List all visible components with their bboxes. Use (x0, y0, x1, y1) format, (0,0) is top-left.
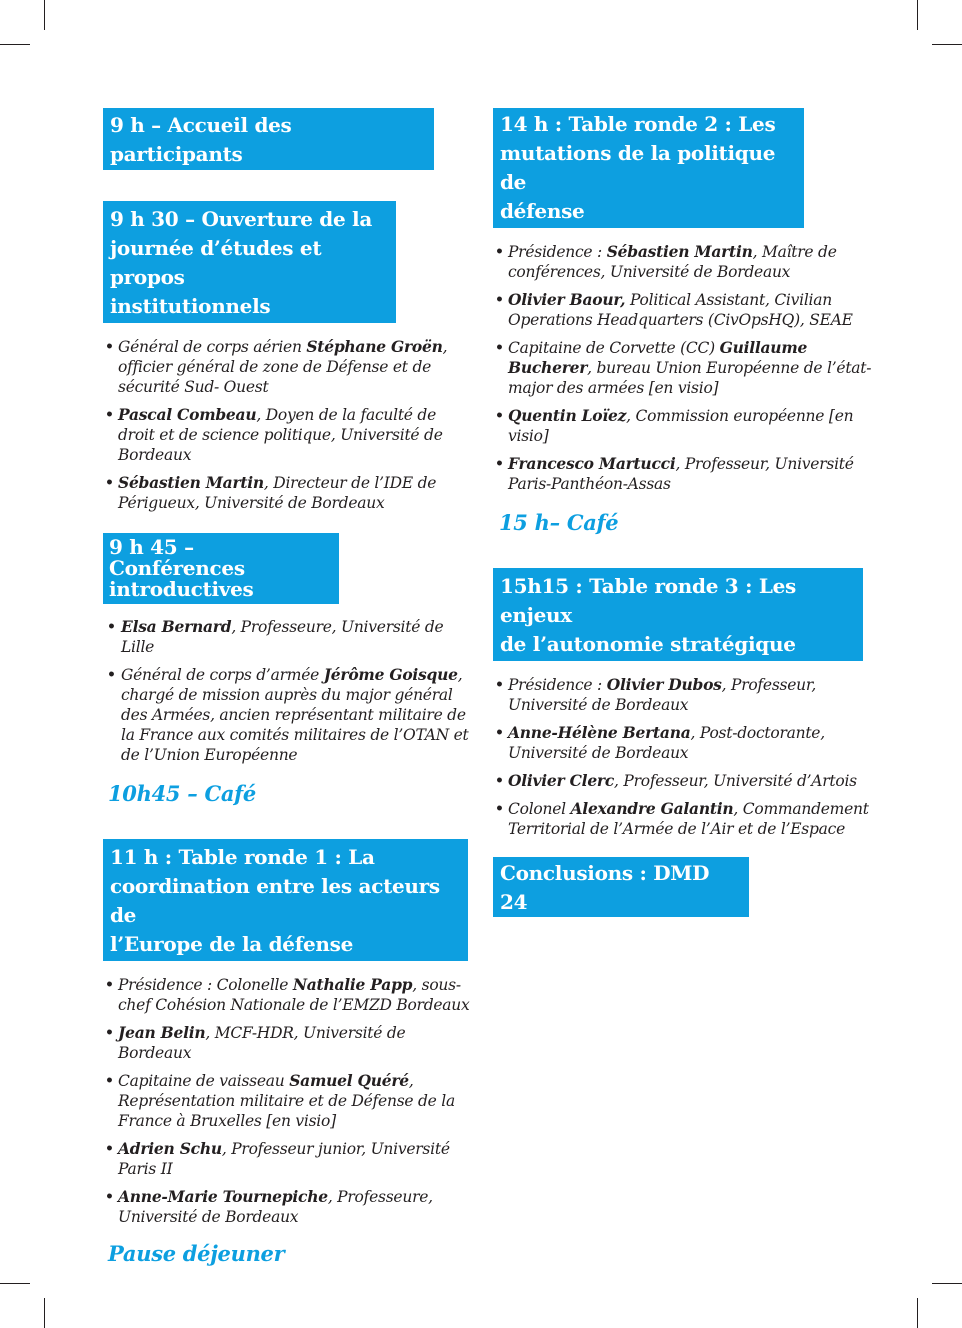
crop-mark (44, 1298, 45, 1328)
list-item: • Anne-Marie Tournepiche, Professeure, Université de Bordeaux (103, 1187, 473, 1227)
section-header-conferences (103, 533, 339, 604)
list-item: • Colonel Alexandre Galantin, Commandement Territorial de l’Armée de l’Air et de l’Espace (493, 799, 873, 839)
header-line: de l’autonomie stratégique (500, 632, 796, 656)
list-item: • Présidence : Olivier Dubos, Professeur, Université de Bordeaux (493, 675, 873, 715)
list-item: • Présidence : Colonelle Nathalie Papp, sous-chef Cohésion Nationale de l’EMZD Bordeaux (103, 975, 473, 1015)
crop-mark (0, 1283, 30, 1284)
header-text: 9 h – Accueil des participants (110, 113, 292, 166)
header-line: introductives (109, 577, 254, 601)
section-header-conclusions (493, 857, 749, 917)
right-column (493, 108, 873, 917)
cafe-break-1: 10h45 – Café (108, 781, 256, 806)
list-item: • Francesco Martucci, Professeur, Université Paris-Panthéon-Assas (493, 454, 873, 494)
list-item: • Elsa Bernard, Professeure, Université de Lille (103, 617, 473, 657)
header-line: 15h15 : Table ronde 3 : Les enjeux (500, 574, 796, 627)
speaker-list-table-ronde-3 (493, 675, 873, 839)
header-line: mutations de la politique de (500, 141, 776, 194)
crop-mark (932, 44, 962, 45)
section-header-ouverture (103, 201, 396, 323)
header-line: 11 h : Table ronde 1 : La (110, 845, 375, 869)
crop-mark (44, 0, 45, 30)
list-item: • Olivier Baour, Political Assistant, Civilian Operations Headquarters (CivOpsHQ), SEAE (493, 290, 873, 330)
crop-mark (0, 44, 30, 45)
list-item: • Pascal Combeau, Doyen de la faculté de droit et de science politique, Université de Bordeaux (103, 405, 473, 465)
header-line: journée d’études et propos (110, 236, 322, 289)
section-header-table-ronde-2 (493, 108, 804, 228)
list-item: • Quentin Loïez, Commission européenne [en visio] (493, 406, 873, 446)
crop-mark (932, 1283, 962, 1284)
header-line: 9 h 30 – Ouverture de la (110, 207, 373, 231)
header-line: l’Europe de la défense (110, 932, 354, 956)
list-item: • Adrien Schu, Professeur junior, Université Paris II (103, 1139, 473, 1179)
speaker-list-ouverture (103, 337, 473, 513)
header-line: institutionnels (110, 294, 271, 318)
list-item: • Jean Belin, MCF-HDR, Université de Bordeaux (103, 1023, 473, 1063)
header-line: coordination entre les acteurs de (110, 874, 440, 927)
speaker-list-conferences (103, 617, 473, 765)
list-item: • Présidence : Sébastien Martin, Maître de conférences, Université de Bordeaux (493, 242, 873, 282)
list-item: • Capitaine de Corvette (CC) Guillaume Bucherer, bureau Union Européenne de l’état-major des armées [en visio] (493, 338, 873, 398)
header-line: défense (500, 199, 585, 223)
lunch-break: Pause déjeuner (108, 1241, 285, 1266)
header-line: 9 h 45 – Conférences (109, 535, 245, 580)
speaker-list-table-ronde-2 (493, 242, 873, 494)
section-header-table-ronde-3 (493, 568, 863, 661)
speaker-list-table-ronde-1 (103, 975, 473, 1227)
list-item: • Sébastien Martin, Directeur de l’IDE de Périgueux, Université de Bordeaux (103, 473, 473, 513)
left-column (103, 108, 473, 1266)
crop-mark (917, 0, 918, 30)
crop-mark (917, 1298, 918, 1328)
list-item: • Olivier Clerc, Professeur, Université d’Artois (493, 771, 873, 791)
list-item: • Général de corps d’armée Jérôme Goisque, chargé de mission auprès du major général des Armées, ancien représentant militaire de la France aux comités militaires de l’OTAN et de l’Union Européenne (103, 665, 473, 765)
section-header-table-ronde-1 (103, 839, 468, 961)
list-item: • Général de corps aérien Stéphane Groën, officier général de zone de Défense et de sécurité Sud- Ouest (103, 337, 473, 397)
cafe-break-2: 15 h– Café (499, 510, 619, 535)
header-line: 14 h : Table ronde 2 : Les (500, 112, 776, 136)
section-header-accueil (103, 108, 434, 170)
header-text: Conclusions : DMD 24 (500, 861, 710, 914)
list-item: • Capitaine de vaisseau Samuel Quéré, Représentation militaire et de Défense de la France à Bruxelles [en visio] (103, 1071, 473, 1131)
list-item: • Anne-Hélène Bertana, Post-doctorante, Université de Bordeaux (493, 723, 873, 763)
